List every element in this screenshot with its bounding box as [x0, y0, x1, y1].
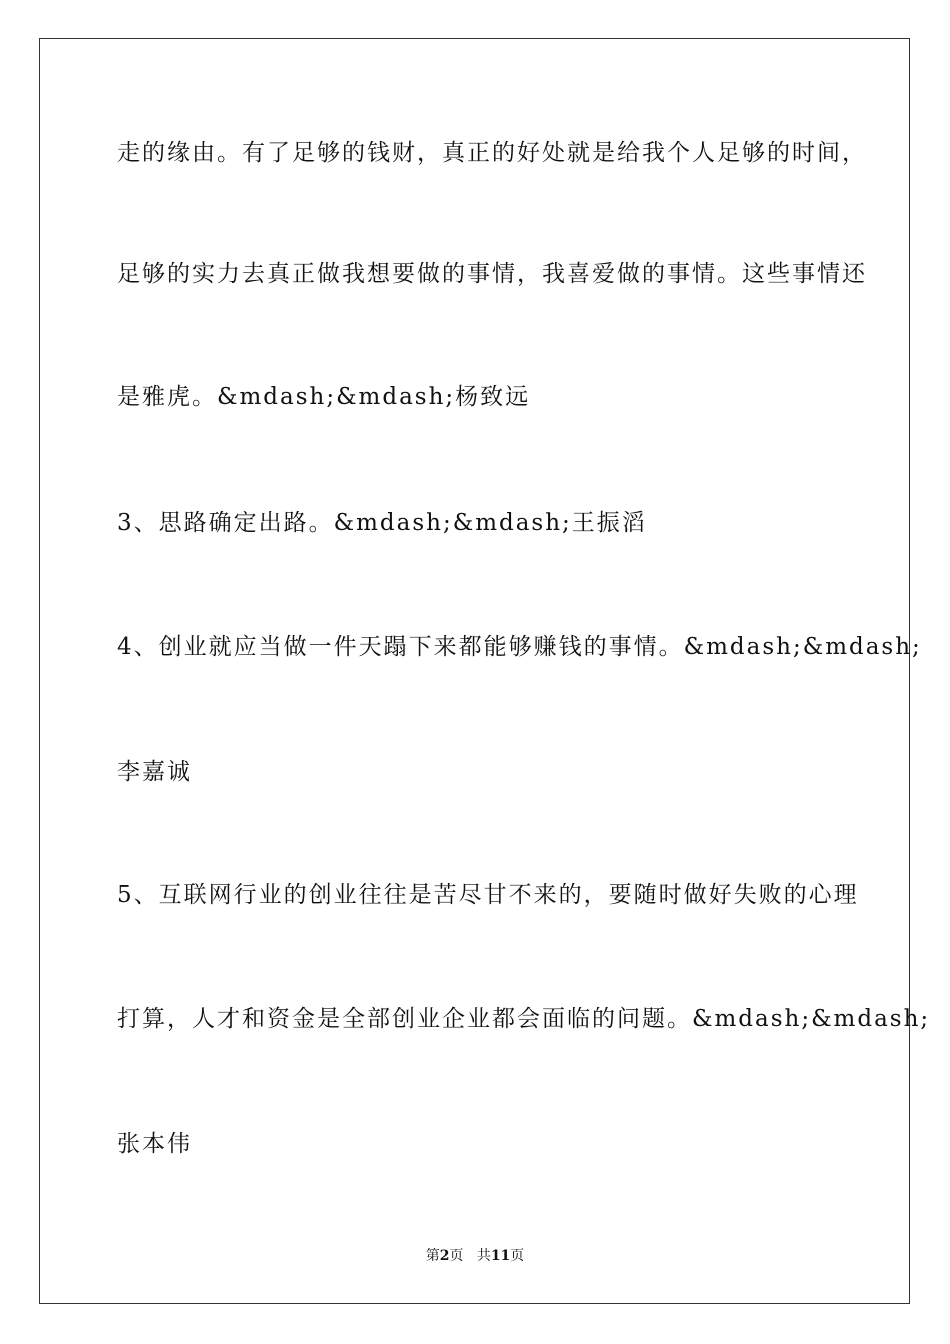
footer-total-suffix: 页: [510, 1248, 525, 1264]
text-line: 走的缘由。有了足够的钱财，真正的好处就是给我个人足够的时间，: [117, 140, 867, 166]
text-line: 是雅虎。&mdash;&mdash;杨致远: [117, 384, 531, 410]
page-border: [39, 38, 910, 1304]
footer-page-number: 2: [439, 1248, 450, 1264]
footer-page-prefix: 第: [425, 1248, 440, 1264]
text-line: 5、互联网行业的创业往往是苦尽甘不来的，要随时做好失败的心理: [117, 882, 859, 908]
text-line: 打算，人才和资金是全部创业企业都会面临的问题。&mdash;&mdash;: [117, 1006, 931, 1032]
text-line: 张本伟: [117, 1131, 192, 1157]
text-line: 足够的实力去真正做我想要做的事情，我喜爱做的事情。这些事情还: [117, 261, 867, 287]
text-line: 4、创业就应当做一件天蹋下来都能够赚钱的事情。&mdash;&mdash;: [117, 634, 922, 660]
footer-total-pages: 11: [490, 1248, 511, 1264]
footer-page-suffix: 页: [449, 1248, 464, 1264]
text-line: 李嘉诚: [117, 759, 192, 785]
page-footer: [0, 1246, 950, 1266]
text-line: 3、思路确定出路。&mdash;&mdash;王振滔: [117, 510, 647, 536]
footer-total-prefix: 共: [476, 1248, 491, 1264]
